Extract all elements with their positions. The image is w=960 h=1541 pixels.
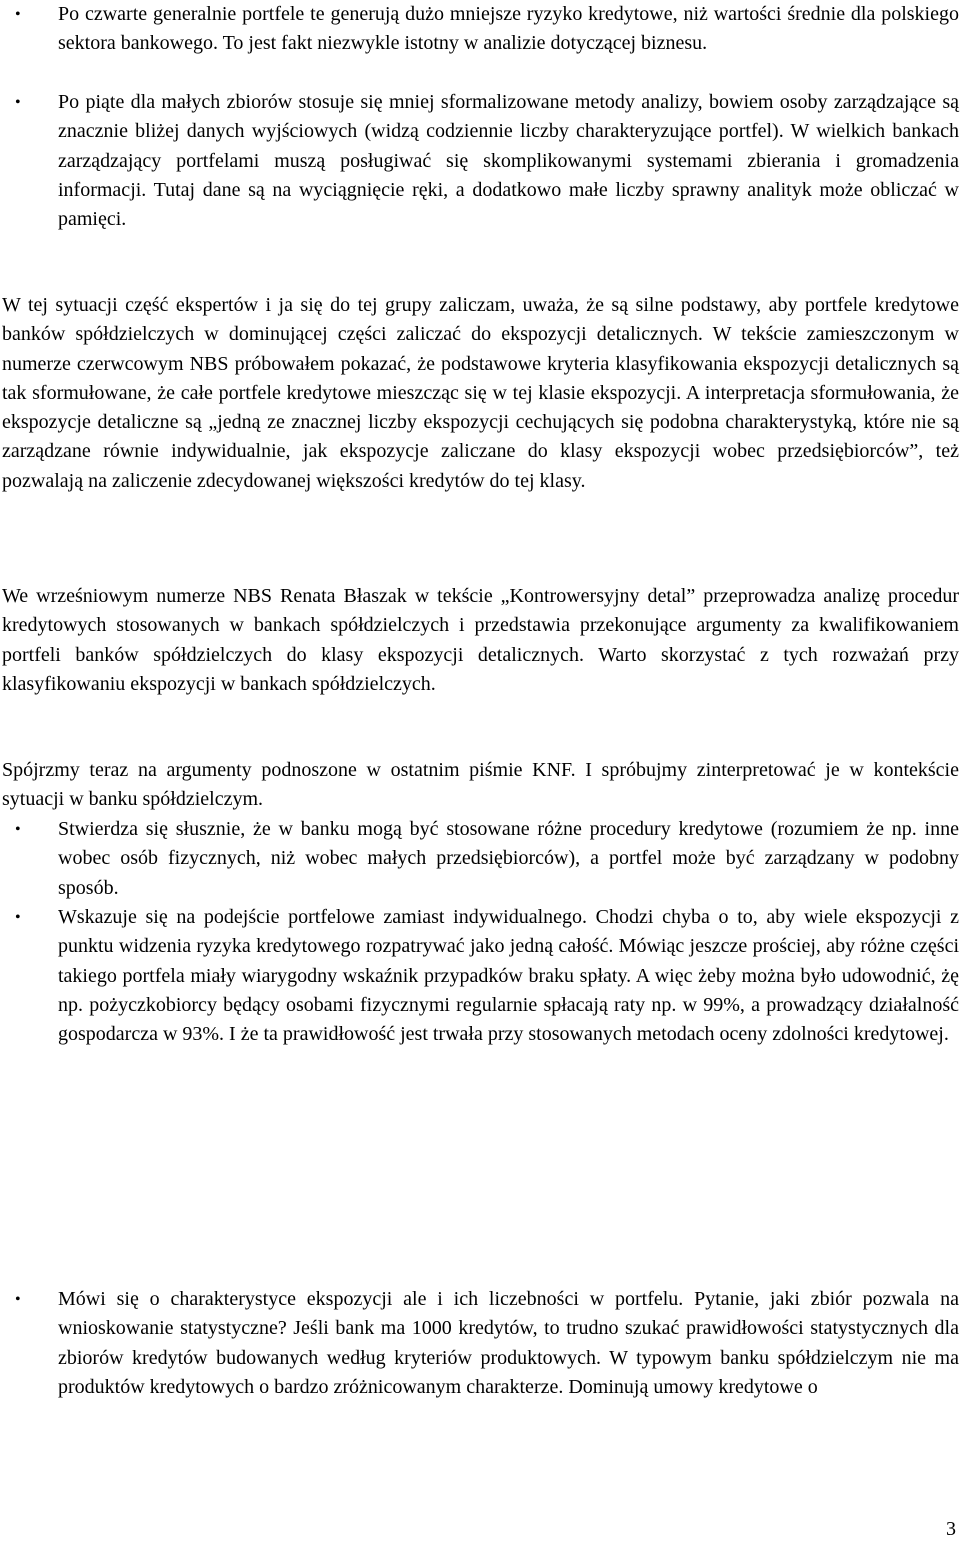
- list-item: [15, 815, 959, 903]
- list-item-text: Po czwarte generalnie portfele te generują dużo mniejsze ryzyko kredytowe, niż wartości średnie dla polskiego sektora bankowego. To jest fakt niezwykle istotny w analizie dotyczącej biznesu.: [58, 3, 959, 55]
- paragraph-text: W tej sytuacji część ekspertów i ja się do tej grupy zaliczam, uważa, że są silne podstawy, aby portfele kredytowe banków spółdzielczych w dominującej części zaliczać do ekspozycji detalicznych. W tekście zamieszczonym w numerze czerwcowym NBS próbowałem pokazać, że podstawowe kryteria klasyfikowania ekspozycji detalicznych są tak sformułowane, że całe portfele kredytowe mieszcząc się w tej klasie ekspozycji. A interpretacja sformułowania, że ekspozycje detaliczne są „jedną ze znacznej liczby ekspozycji cechujących się podobna charakterystyką, które nie są zarządzane równie indywidualnie, jak ekspozycje zaliczane do klasy ekspozycji wobec przedsiębiorców”, też pozwalają na zaliczenie zdecydowanej większości kredytów do tej klasy.: [2, 294, 959, 492]
- list-item-text: Po piąte dla małych zbiorów stosuje się mniej sformalizowane metody analizy, bowiem osoby zarządzające są znacznie bliżej danych wyjściowych (widzą codziennie liczby charakteryzujące portfel). W wielkich bankach zarządzający portfelami muszą posługiwać się skomplikowanymi systemami zbierania i gromadzenia informacji. Tutaj dane są na wyciągnięcie ręki, a dodatkowo małe liczby sprawny analityk może obliczać w pamięci.: [58, 91, 959, 231]
- paragraph: [2, 291, 959, 496]
- list-item-text: Mówi się o charakterystyce ekspozycji ale i ich liczebności w portfelu. Pytanie, jaki zbiór pozwala na wnioskowanie statystyczne? Jeśli bank ma 1000 kredytów, to trudno szukać prawidłowości statystycznych dla zbiorów kredytów budowanych według kryteriów produktowych. W typowym banku spółdzielczym nie ma produktów kredytowych o bardzo zróżnicowanym charakterze. Dominują umowy kredytowe o: [58, 1288, 959, 1398]
- bullet-icon: •: [15, 909, 21, 926]
- paragraph: [2, 756, 959, 815]
- bullet-icon: •: [15, 1291, 21, 1308]
- paragraph-text: We wrześniowym numerze NBS Renata Błaszak w tekście „Kontrowersyjny detal” przeprowadza analizę procedur kredytowych stosowanych w bankach spółdzielczych i przedstawia przekonujące argumenty za kwalifikowaniem portfeli banków spółdzielczych do klasy ekspozycji detalicznych. Warto skorzystać z tych rozważań przy klasyfikowaniu ekspozycji w bankach spółdzielczych.: [2, 585, 959, 695]
- list-item: [15, 88, 959, 234]
- list-item: [15, 903, 959, 1049]
- paragraph: [2, 582, 959, 699]
- bullet-icon: •: [15, 821, 21, 838]
- bullet-icon: •: [15, 6, 21, 23]
- bullet-icon: •: [15, 94, 21, 111]
- list-item-text: Wskazuje się na podejście portfelowe zamiast indywidualnego. Chodzi chyba o to, aby wiele ekspozycji z punktu widzenia ryzyka kredytowego rozpatrywać jako jedną całość. Mówiąc jeszcze prościej, aby różne części takiego portfela miały wiarygodny wskaźnik przypadków braku spłaty. A więc żeby można było udowodnić, żę np. pożyczkobiorcy będący osobami fizycznymi regularnie spłacają raty np. w 99%, a prowadzący działalność gospodarcza w 93%. I że ta prawidłowość jest trwała przy stosowanych metodach oceny zdolności kredytowej.: [58, 906, 959, 1046]
- list-item: [15, 1285, 959, 1402]
- page-number: 3: [946, 1518, 956, 1540]
- paragraph-text: Spójrzmy teraz na argumenty podnoszone w ostatnim piśmie KNF. I spróbujmy zinterpretować je w kontekście sytuacji w banku spółdzielczym.: [2, 759, 959, 811]
- list-item-text: Stwierdza się słusznie, że w banku mogą być stosowane różne procedury kredytowe (rozumiem że np. inne wobec osób fizycznych, niż wobec małych przedsiębiorców), a portfel może być zarządzany w podobny sposób.: [58, 818, 959, 899]
- list-item: [15, 0, 959, 59]
